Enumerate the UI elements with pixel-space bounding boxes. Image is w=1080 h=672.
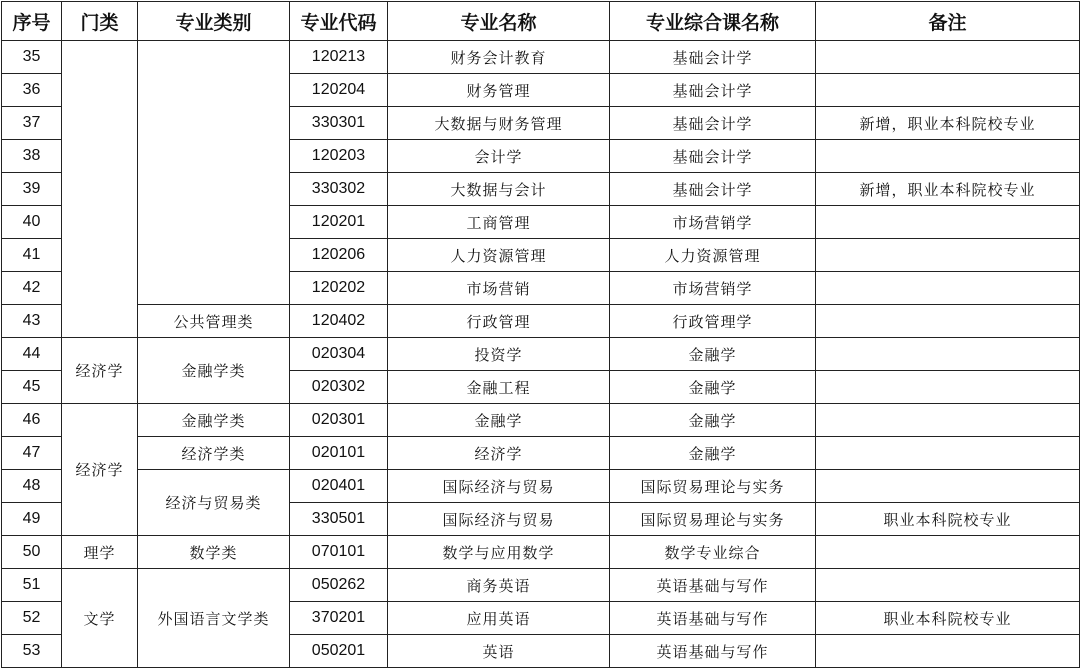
note-cell — [816, 536, 1080, 569]
major-name-cell: 行政管理 — [388, 305, 610, 338]
serial-cell: 38 — [2, 140, 62, 173]
course-cell: 市场营销学 — [610, 272, 816, 305]
serial-cell: 43 — [2, 305, 62, 338]
header-course-name: 专业综合课名称 — [610, 2, 816, 41]
serial-cell: 53 — [2, 635, 62, 668]
serial-cell: 46 — [2, 404, 62, 437]
code-cell: 020401 — [290, 470, 388, 503]
code-cell: 020304 — [290, 338, 388, 371]
table-row — [2, 536, 1080, 569]
code-cell: 120213 — [290, 41, 388, 74]
header-major-type: 专业类别 — [138, 2, 290, 41]
note-cell — [816, 470, 1080, 503]
table-row — [2, 437, 1080, 470]
major-name-cell: 国际经济与贸易 — [388, 470, 610, 503]
code-cell: 020301 — [290, 404, 388, 437]
major-name-cell: 大数据与会计 — [388, 173, 610, 206]
header-note: 备注 — [816, 2, 1080, 41]
code-cell: 050262 — [290, 569, 388, 602]
major-type-cell: 经济与贸易类 — [138, 470, 290, 536]
table-header-row — [2, 2, 1080, 41]
major-type-cell: 公共管理类 — [138, 305, 290, 338]
note-cell: 新增，职业本科院校专业 — [816, 173, 1080, 206]
course-cell: 英语基础与写作 — [610, 602, 816, 635]
serial-cell: 51 — [2, 569, 62, 602]
note-cell — [816, 41, 1080, 74]
course-cell: 金融学 — [610, 404, 816, 437]
major-name-cell: 人力资源管理 — [388, 239, 610, 272]
course-cell: 金融学 — [610, 338, 816, 371]
course-cell: 英语基础与写作 — [610, 569, 816, 602]
category-cell: 经济学 — [62, 404, 138, 536]
table-row — [2, 569, 1080, 602]
course-cell: 国际贸易理论与实务 — [610, 503, 816, 536]
note-cell: 新增，职业本科院校专业 — [816, 107, 1080, 140]
code-cell: 120203 — [290, 140, 388, 173]
major-name-cell: 金融工程 — [388, 371, 610, 404]
code-cell: 330501 — [290, 503, 388, 536]
course-cell: 金融学 — [610, 437, 816, 470]
note-cell: 职业本科院校专业 — [816, 503, 1080, 536]
code-cell: 070101 — [290, 536, 388, 569]
code-cell: 120201 — [290, 206, 388, 239]
code-cell: 120202 — [290, 272, 388, 305]
code-cell: 050201 — [290, 635, 388, 668]
major-name-cell: 大数据与财务管理 — [388, 107, 610, 140]
serial-cell: 47 — [2, 437, 62, 470]
major-name-cell: 经济学 — [388, 437, 610, 470]
note-cell — [816, 635, 1080, 668]
course-cell: 市场营销学 — [610, 206, 816, 239]
course-cell: 金融学 — [610, 371, 816, 404]
major-type-cell: 金融学类 — [138, 338, 290, 404]
note-cell — [816, 569, 1080, 602]
category-cell: 文学 — [62, 569, 138, 668]
major-type-cell: 经济学类 — [138, 437, 290, 470]
serial-cell: 36 — [2, 74, 62, 107]
major-name-cell: 数学与应用数学 — [388, 536, 610, 569]
major-name-cell: 国际经济与贸易 — [388, 503, 610, 536]
course-cell: 基础会计学 — [610, 140, 816, 173]
course-cell: 基础会计学 — [610, 107, 816, 140]
note-cell — [816, 74, 1080, 107]
course-cell: 英语基础与写作 — [610, 635, 816, 668]
majors-table — [1, 1, 1080, 668]
table-row — [2, 470, 1080, 503]
course-cell: 基础会计学 — [610, 74, 816, 107]
code-cell: 330302 — [290, 173, 388, 206]
serial-cell: 35 — [2, 41, 62, 74]
serial-cell: 37 — [2, 107, 62, 140]
table-row — [2, 404, 1080, 437]
course-cell: 基础会计学 — [610, 41, 816, 74]
course-cell: 人力资源管理 — [610, 239, 816, 272]
header-serial: 序号 — [2, 2, 62, 41]
header-category: 门类 — [62, 2, 138, 41]
category-cell: 理学 — [62, 536, 138, 569]
header-major-name: 专业名称 — [388, 2, 610, 41]
serial-cell: 49 — [2, 503, 62, 536]
major-name-cell: 应用英语 — [388, 602, 610, 635]
serial-cell: 42 — [2, 272, 62, 305]
major-name-cell: 英语 — [388, 635, 610, 668]
course-cell: 行政管理学 — [610, 305, 816, 338]
note-cell — [816, 272, 1080, 305]
code-cell: 370201 — [290, 602, 388, 635]
header-major-code: 专业代码 — [290, 2, 388, 41]
major-type-cell — [138, 41, 290, 305]
major-name-cell: 投资学 — [388, 338, 610, 371]
serial-cell: 48 — [2, 470, 62, 503]
category-cell — [62, 41, 138, 338]
serial-cell: 41 — [2, 239, 62, 272]
table-row — [2, 305, 1080, 338]
major-name-cell: 工商管理 — [388, 206, 610, 239]
code-cell: 120206 — [290, 239, 388, 272]
major-name-cell: 金融学 — [388, 404, 610, 437]
major-name-cell: 财务管理 — [388, 74, 610, 107]
category-cell: 经济学 — [62, 338, 138, 404]
serial-cell: 40 — [2, 206, 62, 239]
code-cell: 120402 — [290, 305, 388, 338]
serial-cell: 44 — [2, 338, 62, 371]
course-cell: 国际贸易理论与实务 — [610, 470, 816, 503]
note-cell — [816, 140, 1080, 173]
major-name-cell: 商务英语 — [388, 569, 610, 602]
major-type-cell: 数学类 — [138, 536, 290, 569]
major-type-cell: 外国语言文学类 — [138, 569, 290, 668]
note-cell — [816, 371, 1080, 404]
note-cell — [816, 305, 1080, 338]
course-cell: 数学专业综合 — [610, 536, 816, 569]
code-cell: 020302 — [290, 371, 388, 404]
table-row — [2, 41, 1080, 74]
serial-cell: 52 — [2, 602, 62, 635]
note-cell — [816, 404, 1080, 437]
table-row — [2, 338, 1080, 371]
course-cell: 基础会计学 — [610, 173, 816, 206]
code-cell: 020101 — [290, 437, 388, 470]
serial-cell: 45 — [2, 371, 62, 404]
note-cell — [816, 239, 1080, 272]
note-cell: 职业本科院校专业 — [816, 602, 1080, 635]
major-name-cell: 财务会计教育 — [388, 41, 610, 74]
major-type-cell: 金融学类 — [138, 404, 290, 437]
serial-cell: 50 — [2, 536, 62, 569]
note-cell — [816, 338, 1080, 371]
code-cell: 330301 — [290, 107, 388, 140]
note-cell — [816, 206, 1080, 239]
serial-cell: 39 — [2, 173, 62, 206]
note-cell — [816, 437, 1080, 470]
code-cell: 120204 — [290, 74, 388, 107]
major-name-cell: 市场营销 — [388, 272, 610, 305]
major-name-cell: 会计学 — [388, 140, 610, 173]
